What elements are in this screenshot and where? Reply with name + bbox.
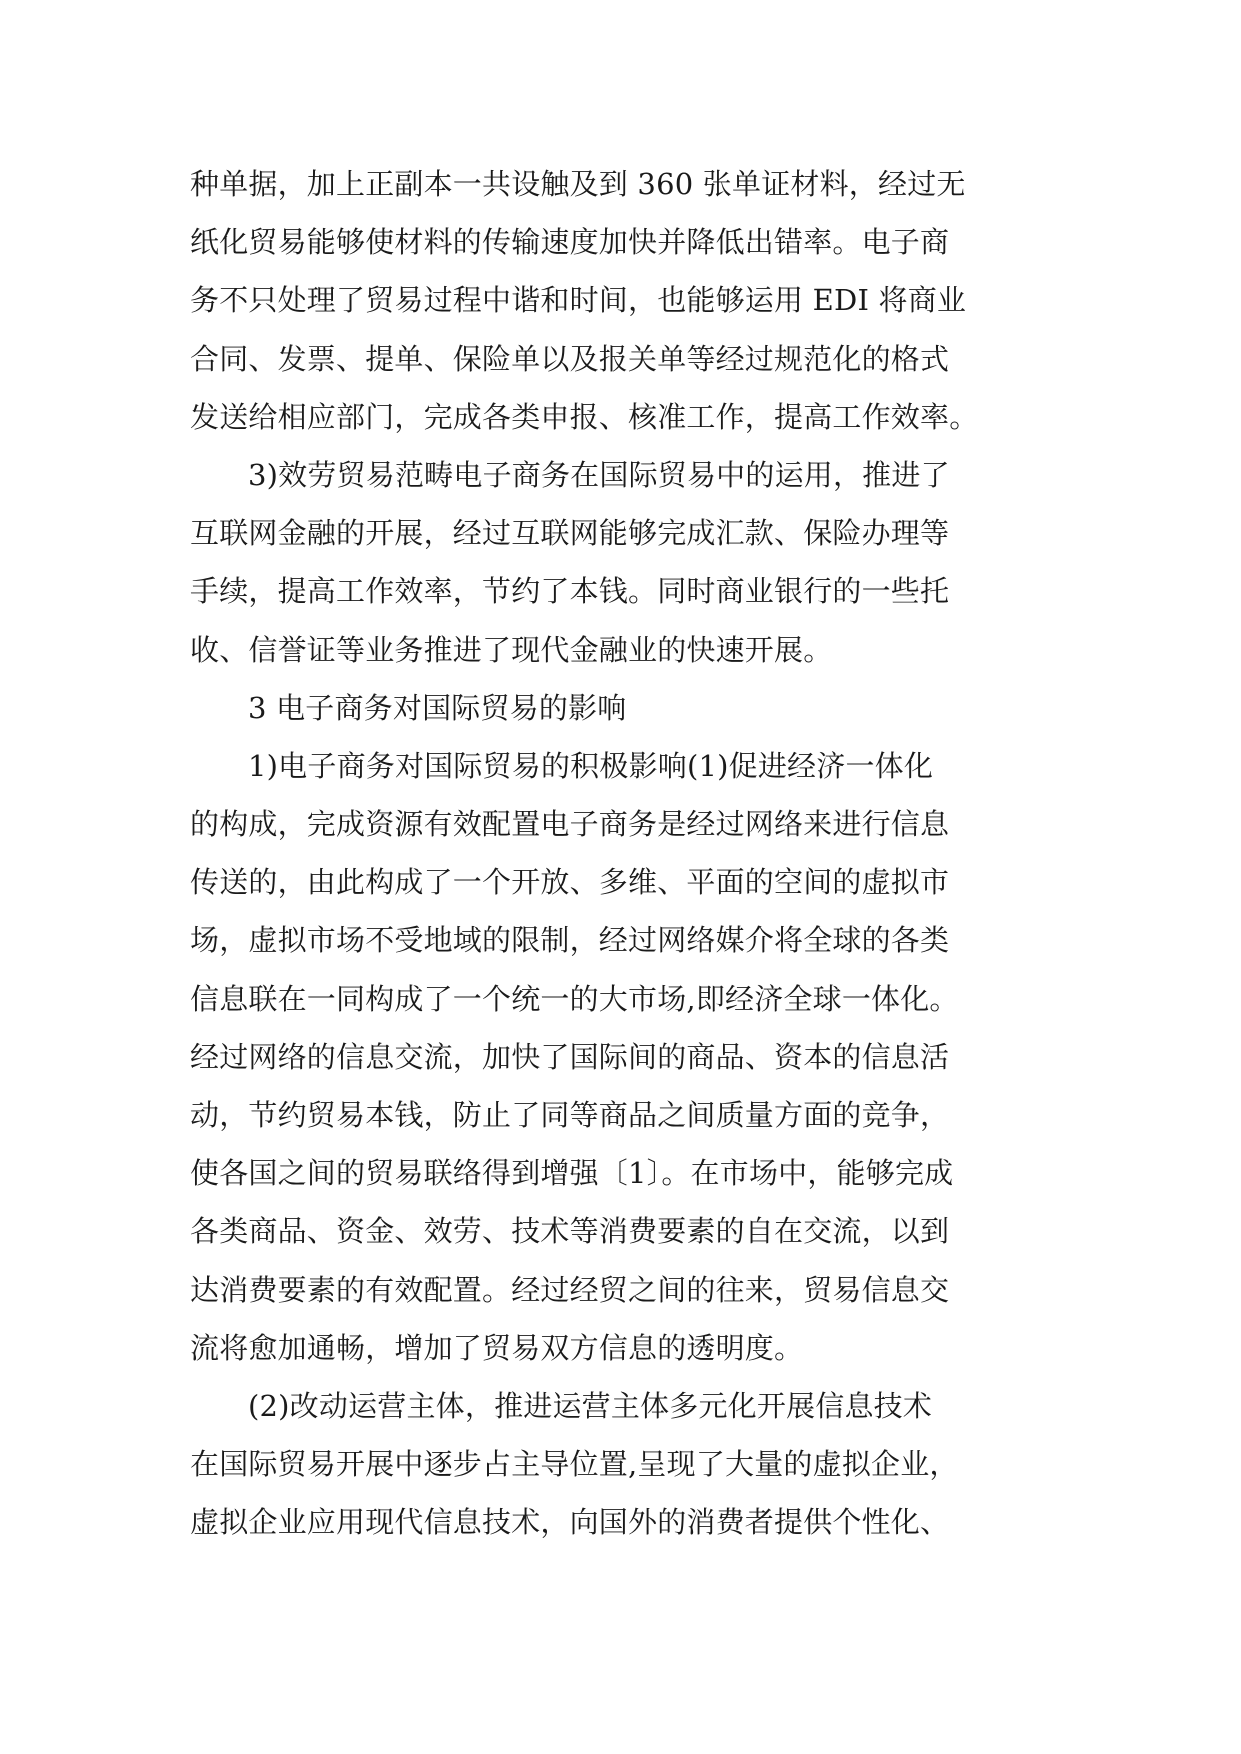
text-line: 1)电子商务对国际贸易的积极影响(1)促进经济一体化 [248,748,934,783]
text-line: 手续，提高工作效率，节约了本钱。同时商业银行的一些托 [190,574,950,609]
text-line: 各类商品、资金、效劳、技术等消费要素的自在交流，以到 [190,1214,950,1249]
text-line: 信息联在一同构成了一个统一的大市场,即经济全球一体化。 [190,981,959,1016]
text-line: 动，节约贸易本钱，防止了同等商品之间质量方面的竞争， [190,1098,950,1132]
text-line: 场，虚拟市场不受地域的限制，经过网络媒介将全球的各类 [190,923,950,958]
text-line: 发送给相应部门，完成各类申报、核准工作，提高工作效率。 [190,399,979,434]
text-line: 的构成，完成资源有效配置电子商务是经过网络来进行信息 [190,807,950,842]
text-line: 3 电子商务对国际贸易的影响 [248,690,627,725]
text-line: 虚拟企业应用现代信息技术，向国外的消费者提供个性化、 [190,1505,950,1540]
text-line: 种单据，加上正副本一共设触及到 360 张单证材料，经过无 [190,167,966,201]
text-line: 收、信誉证等业务推进了现代金融业的快速开展。 [190,632,833,667]
text-line: 流将愈加通畅，增加了贸易双方信息的透明度。 [190,1330,804,1365]
text-line: (2)改动运营主体，推进运营主体多元化开展信息技术 [248,1388,933,1423]
body-text [190,155,1070,1552]
text-line: 传送的，由此构成了一个开放、多维、平面的空间的虚拟市 [190,865,950,900]
text-line: 达消费要素的有效配置。经过经贸之间的往来，贸易信息交 [190,1272,950,1307]
text-line: 使各国之间的贸易联络得到增强〔1〕。在市场中，能够完成 [190,1156,954,1191]
text-line: 互联网金融的开展，经过互联网能够完成汇款、保险办理等 [190,516,950,551]
text-line: 合同、发票、提单、保险单以及报关单等经过规范化的格式 [190,341,950,376]
text-line: 纸化贸易能够使材料的传输速度加快并降低出错率。电子商 [190,225,950,260]
text-line: 3)效劳贸易范畴电子商务在国际贸易中的运用，推进了 [248,457,950,492]
text-line: 在国际贸易开展中逐步占主导位置,呈现了大量的虚拟企业， [190,1447,959,1482]
text-line: 务不只处理了贸易过程中谐和时间，也能够运用 EDI 将商业 [190,283,967,318]
text-line: 经过网络的信息交流，加快了国际间的商品、资本的信息活 [190,1039,950,1074]
